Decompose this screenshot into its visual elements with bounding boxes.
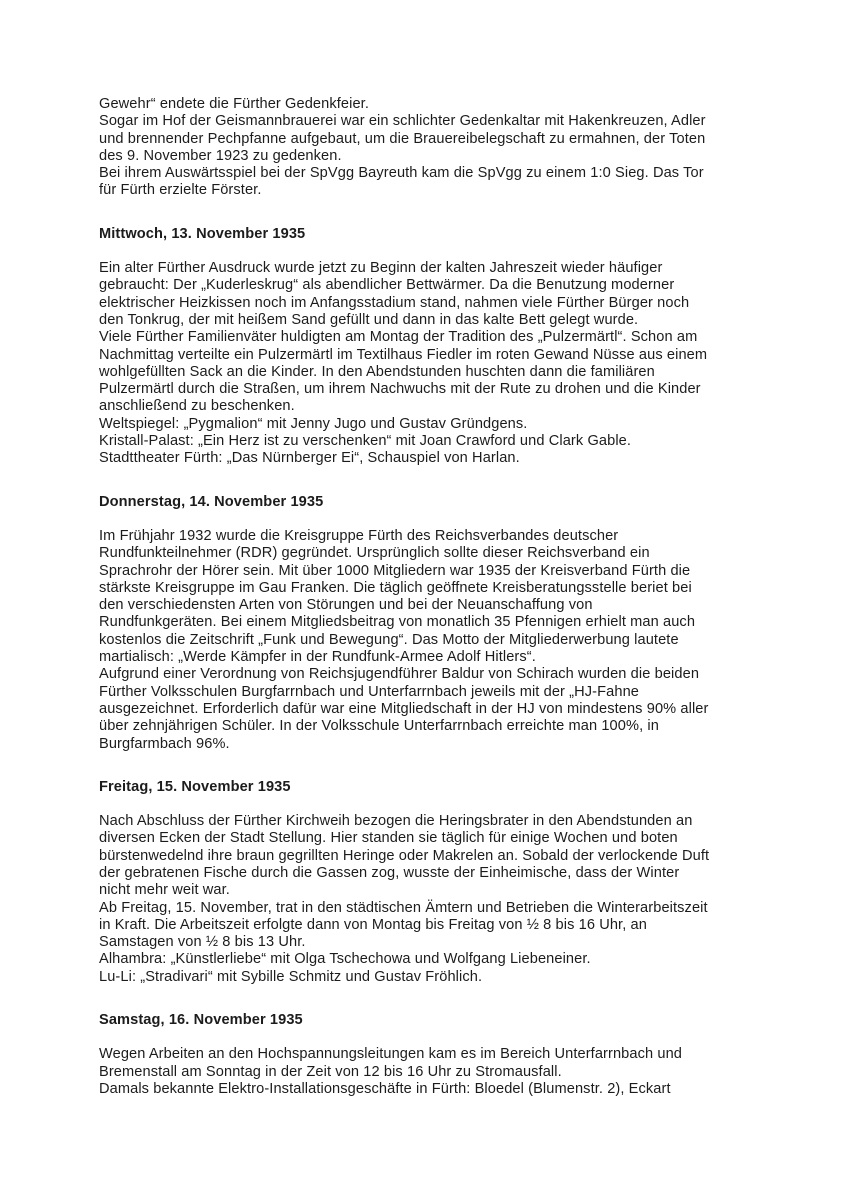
- section-body: Nach Abschluss der Fürther Kirchweih bezogen die Heringsbrater in den Abendstunden an diversen Ecken der Stadt Stellung. Hier standen sie täglich für einige Wochen und boten bürstenwedelnd ihre braun gegrillten Heringe oder Makrelen an. Sobald der verlockende Duft der gebratenen Fische durch die Gassen zog, wusste der Einheimische, dass der Winter nicht mehr weit war. Ab Freitag, 15. November, trat in den städtischen Ämtern und Betrieben die Winterarbeitszeit in Kraft. Die Arbeitszeit erfolgte dann von Montag bis Freitag von ½ 8 bis 16 Uhr, an Samstagen von ½ 8 bis 13 Uhr. Alhambra: „Künstlerliebe“ mit Olga Tschechowa und Wolfgang Liebeneiner. Lu-Li: „Stradivari“ mit Sybille Schmitz und Gustav Fröhlich.: [99, 813, 710, 985]
- section-body: Gewehr“ endete die Fürther Gedenkfeier. Sogar im Hof der Geismannbrauerei war ein schlichter Gedenkaltar mit Hakenkreuzen, Adler und brennender Pechpfanne aufgebaut, um die Brauereibelegschaft zu ermahnen, der Toten des 9. November 1923 zu gedenken. Bei ihrem Auswärtsspiel bei der SpVgg Bayreuth kam die SpVgg zu einem 1:0 Sieg. Das Tor für Fürth erzielte Förster.: [99, 96, 706, 199]
- section-intro: [99, 96, 748, 200]
- section-body: Ein alter Fürther Ausdruck wurde jetzt zu Beginn der kalten Jahreszeit wieder häufiger gebraucht: Der „Kuderleskrug“ als abendlicher Bettwärmer. Da die Benutzung moderner elektrischer Heizkissen noch im Anfangsstadium stand, nahmen viele Fürther Bürger noch den Tonkrug, der mit heißem Sand gefüllt und dann in das kalte Bett gelegt wurde. Viele Fürther Familienväter huldigten am Montag der Tradition des „Pulzermärtl“. Schon am Nachmittag verteilte ein Pulzermärtl im Textilhaus Fiedler im roten Gewand Nüsse aus einem wohlgefüllten Sack an die Kinder. In den Abendstunden huschten dann die familiären Pulzermärtl durch die Straßen, um ihrem Nachwuchs mit der Rute zu drohen und die Kinder anschließend zu beschenken. Weltspiegel: „Pygmalion“ mit Jenny Jugo und Gustav Gründgens. Kristall-Palast: „Ein Herz ist zu verschenken“ mit Joan Crawford und Clark Gable. Stadttheater Fürth: „Das Nürnberger Ei“, Schauspiel von Harlan.: [99, 260, 708, 467]
- section-friday-15-november: [99, 779, 748, 986]
- section-body: Im Frühjahr 1932 wurde die Kreisgruppe Fürth des Reichsverbandes deutscher Rundfunkteilnehmer (RDR) gegründet. Ursprünglich sollte dieser Reichsverband ein Sprachrohr der Hörer sein. Mit über 1000 Mitgliedern war 1935 der Kreisverband Fürth die stärkste Kreisgruppe im Gau Franken. Die täglich geöffnete Kreisberatungsstelle beriet bei den verschiedensten Arten von Störungen und bei der Neuanschaffung von Rundfunkgeräten. Bei einem Mitgliedsbeitrag von monatlich 35 Pfennigen erhielt man auch kostenlos die Zeitschrift „Funk und Bewegung“. Das Motto der Mitgliederwerbung lautete martialisch: „Werde Kämpfer in der Rundfunk-Armee Adolf Hitlers“. Aufgrund einer Verordnung von Reichsjugendführer Baldur von Schirach wurden die beiden Fürther Volksschulen Burgfarrnbach und Unterfarrnbach jeweils mit der „HJ-Fahne ausgezeichnet. Erforderlich dafür war eine Mitgliedschaft in der HJ von mindestens 90% aller über zehnjährigen Schüler. In der Volksschule Unterfarrnbach erreichte man 100%, in Burgfarmbach 96%.: [99, 527, 709, 752]
- section-wednesday-13-november: [99, 226, 748, 468]
- section-body: Wegen Arbeiten an den Hochspannungsleitungen kam es im Bereich Unterfarrnbach und Bremenstall am Sonntag in der Zeit von 12 bis 16 Uhr zu Stromausfall. Damals bekannte Elektro-Installationsgeschäfte in Fürth: Bloedel (Blumenstr. 2), Eckart: [99, 1046, 683, 1097]
- section-heading-saturday-16-november: Samstag, 16. November 1935: [99, 1012, 303, 1029]
- section-heading-wednesday-13-november: Mittwoch, 13. November 1935: [99, 225, 306, 242]
- section-saturday-16-november: [99, 1012, 748, 1098]
- section-heading-friday-15-november: Freitag, 15. November 1935: [99, 778, 291, 795]
- section-thursday-14-november: [99, 494, 748, 753]
- section-heading-thursday-14-november: Donnerstag, 14. November 1935: [99, 493, 324, 510]
